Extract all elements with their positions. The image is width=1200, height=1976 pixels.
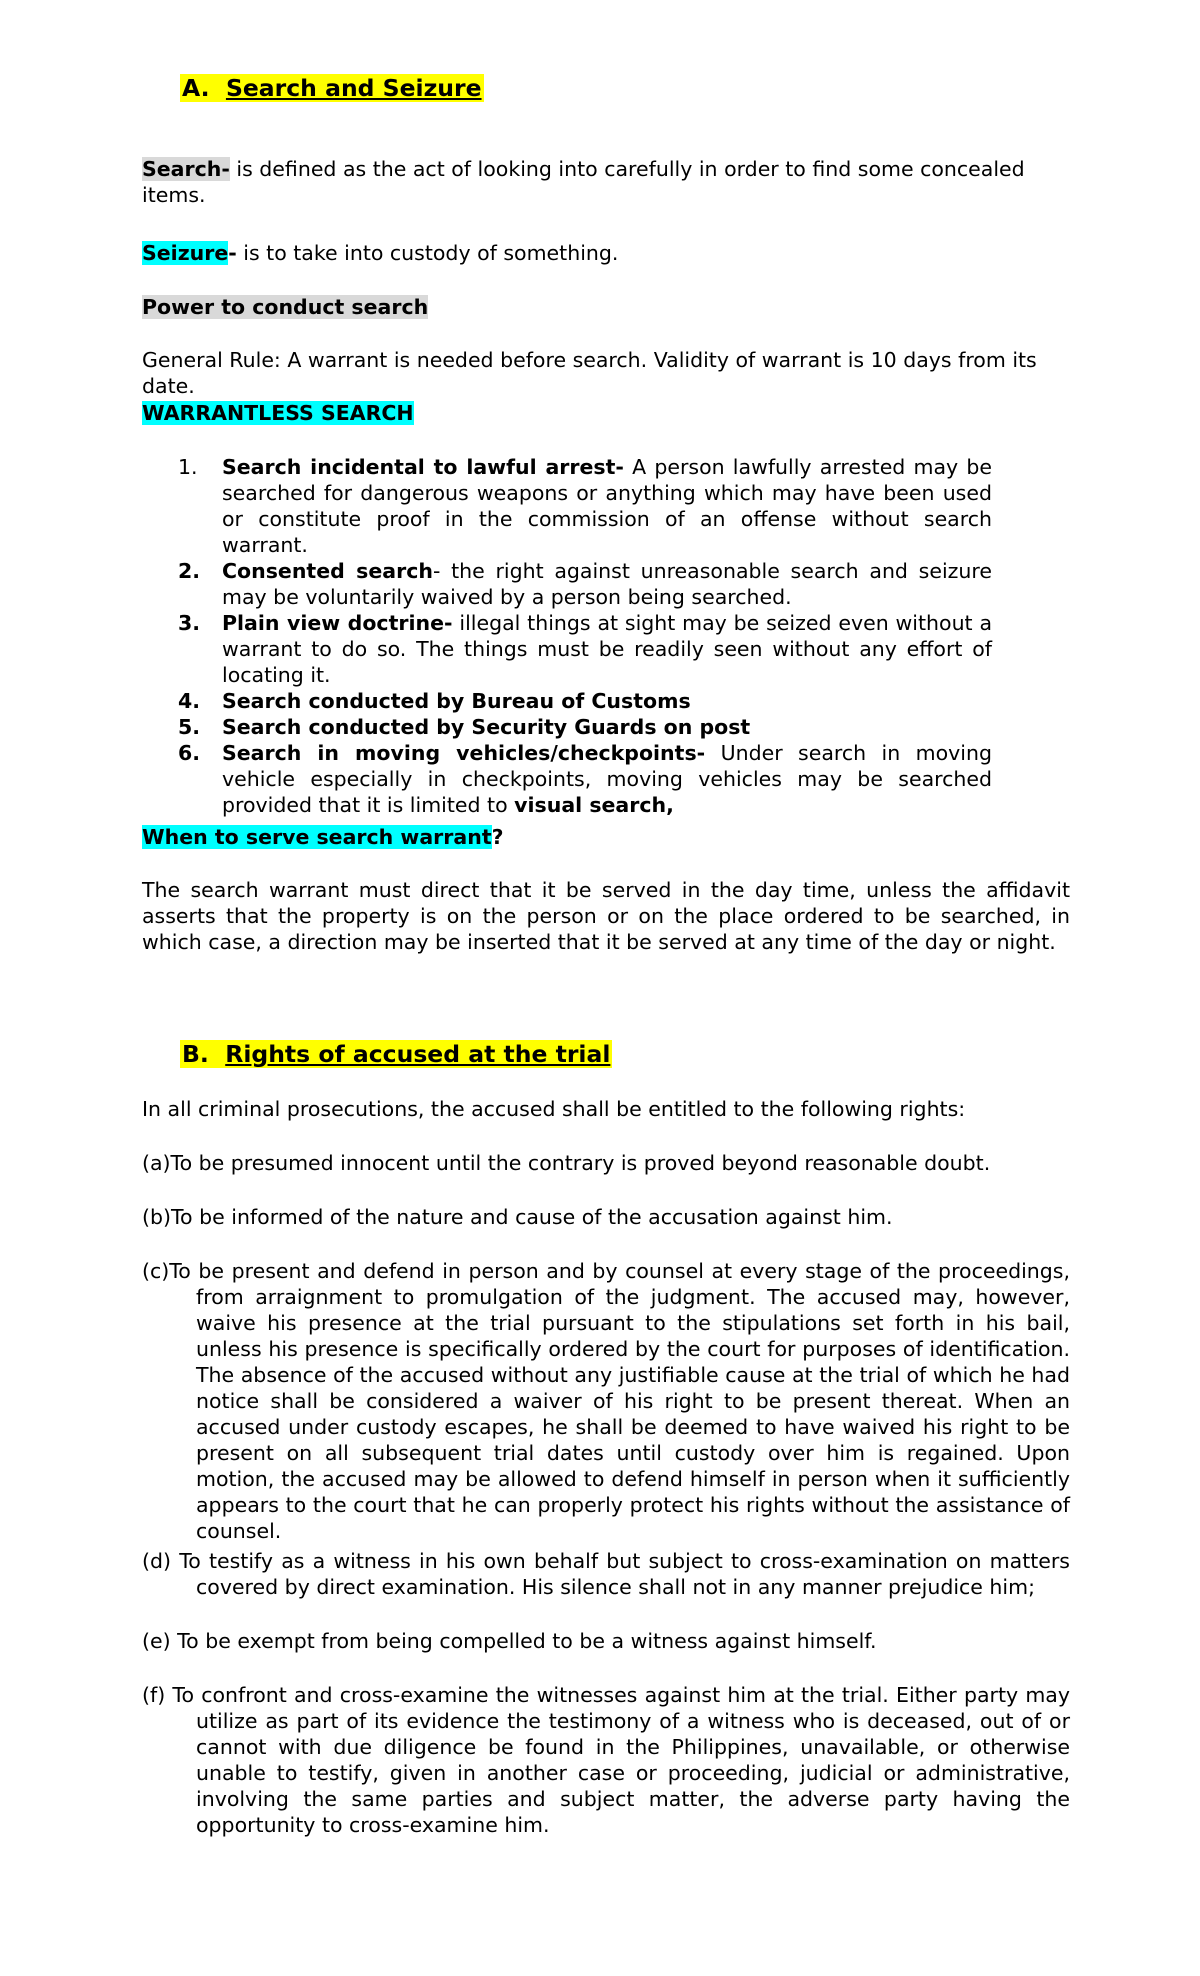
list-item-term: Search conducted by Security Guards on post: [222, 715, 751, 739]
list-item-text: Under search in moving vehicle especially in checkpoints, moving vehicles may be searched provided that it is limited to: [222, 741, 992, 817]
power-heading: [142, 294, 1070, 320]
serve-heading-text: When to serve search warrant: [142, 825, 492, 849]
list-item-number: 3.: [178, 611, 201, 635]
list-item-number: 6.: [178, 741, 201, 765]
list-item: [142, 610, 992, 688]
section-b-letter: B.: [182, 1040, 209, 1068]
section-a-letter: A.: [182, 74, 210, 102]
list-item-number: 5.: [178, 715, 201, 739]
right-item-c: (c)To be present and defend in person and by counsel at every stage of the proceedings, from arraignment to promulgation of the judgment. The accused may, however, waive his presence at the trial pursuant to the stipulations set forth in his bail, unless his presence is specifically ordered by the court for purposes of identification. The absence of the accused without any justifiable cause at the trial of which he had notice shall be considered a waiver of his right to be present thereat. When an accused under custody escapes, he shall be deemed to have waived his right to be present on all subsequent trial dates until custody over him is regained. Upon motion, the accused may be allowed to defend himself in person when it sufficiently appears to the court that he can properly protect his rights without the assistance of counsel.: [142, 1259, 1070, 1543]
right-item-d: (d) To testify as a witness in his own behalf but subject to cross-examination on matters covered by direct examination. His silence shall not in any manner prejudice him;: [142, 1549, 1070, 1599]
general-rule: General Rule: A warrant is needed before search. Validity of warrant is 10 days from its date.: [142, 348, 1037, 398]
right-item-a: (a)To be presumed innocent until the contrary is proved beyond reasonable doubt.: [142, 1151, 991, 1175]
warrantless-list: [142, 454, 992, 818]
right-item-b: (b)To be informed of the nature and cause of the accusation against him.: [142, 1205, 893, 1229]
list-item-text: illegal things at sight may be seized even without a warrant to do so. The things must be readily seen without any effort of locating it.: [222, 611, 993, 687]
section-a-title: Search and Seizure: [225, 74, 482, 102]
seizure-def-text: is to take into custody of something.: [236, 241, 619, 265]
section-b-title: Rights of accused at the trial: [225, 1040, 611, 1068]
warrantless-heading: [142, 400, 1070, 426]
list-item: [142, 714, 992, 740]
list-item-term: Search in moving vehicles/checkpoints-: [222, 741, 706, 765]
serve-heading-tail: ?: [491, 825, 504, 849]
search-term: Search-: [142, 157, 230, 181]
seizure-dash: -: [228, 241, 237, 265]
section-a-highlight: [180, 74, 484, 102]
list-item-term: Search conducted by Bureau of Customs: [222, 689, 691, 713]
serve-heading: [142, 824, 1070, 850]
right-item-e: (e) To be exempt from being compelled to be a witness against himself.: [142, 1629, 877, 1653]
list-item-text: - the right against unreasonable search and seizure may be voluntarily waived by a person being searched.: [222, 559, 992, 609]
list-item-term: Search incidental to lawful arrest-: [222, 455, 624, 479]
list-item-number: 2.: [178, 559, 201, 583]
list-item: [142, 558, 992, 610]
power-heading-text: Power to conduct search: [142, 295, 429, 319]
section-b-heading: [180, 1039, 612, 1069]
rights-intro: In all criminal prosecutions, the accused shall be entitled to the following rights:: [142, 1097, 966, 1121]
seizure-definition: [142, 240, 1070, 266]
right-item-f: (f) To confront and cross-examine the witnesses against him at the trial. Either party may utilize as part of its evidence the testimony of a witness who is deceased, out of or cannot with due diligence be found in the Philippines, unavailable, or otherwise unable to testify, given in another case or proceeding, judicial or administrative, involving the same parties and subject matter, the adverse party having the opportunity to cross-examine him.: [142, 1683, 1070, 1837]
search-definition: [142, 156, 1070, 208]
section-a-heading: [180, 73, 484, 103]
search-def-text: is defined as the act of looking into carefully in order to find some concealed items.: [142, 157, 1025, 207]
seizure-term: Seizure: [142, 241, 229, 265]
list-item-tail: visual search,: [514, 793, 674, 817]
list-item-term: Consented search: [222, 559, 433, 583]
warrantless-heading-text: WARRANTLESS SEARCH: [142, 401, 414, 425]
list-item: [142, 688, 992, 714]
list-item-number: 1.: [178, 455, 198, 479]
section-b-highlight: [180, 1040, 612, 1068]
list-item: [142, 454, 992, 558]
list-item-term: Plain view doctrine-: [222, 611, 453, 635]
list-item-text: A person lawfully arrested may be searched for dangerous weapons or anything which may have been used or constitute proof in the commission of an offense without search warrant.: [222, 455, 992, 557]
list-item: [142, 740, 992, 818]
list-item-number: 4.: [178, 689, 201, 713]
serve-paragraph: The search warrant must direct that it be served in the day time, unless the affidavit asserts that the property is on the person or on the place ordered to be searched, in which case, a direction may be inserted that it be served at any time of the day or night.: [142, 878, 1070, 954]
